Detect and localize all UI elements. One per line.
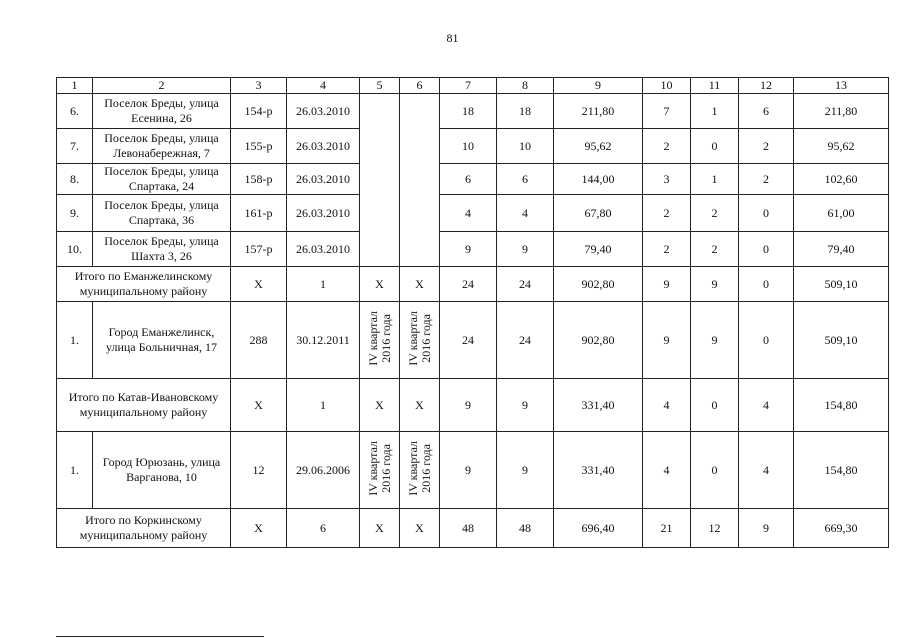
address-cell: Город Еманжелинск, улица Больничная, 17	[93, 302, 231, 379]
value-cell: 331,40	[554, 379, 643, 432]
value-cell: 9	[440, 432, 497, 509]
footnote-separator	[56, 636, 264, 637]
order-number: 158-р	[231, 164, 287, 195]
order-date: 30.12.2011	[287, 302, 360, 379]
value-cell: X	[231, 509, 287, 548]
value-cell: 4	[643, 379, 691, 432]
value-cell: 6	[440, 164, 497, 195]
order-number: 154-р	[231, 94, 287, 129]
value-cell: 0	[739, 302, 794, 379]
value-cell: 2	[643, 129, 691, 164]
order-number: 157-р	[231, 232, 287, 267]
value-cell: X	[231, 267, 287, 302]
value-cell: 509,10	[794, 302, 889, 379]
value-cell: 9	[497, 232, 554, 267]
value-cell: 211,80	[794, 94, 889, 129]
total-label: Итого по Коркинскому муниципальному району	[57, 509, 231, 548]
value-cell: 18	[440, 94, 497, 129]
value-cell: 9	[643, 302, 691, 379]
address-cell: Поселок Бреды, улица Левонабережная, 7	[93, 129, 231, 164]
deadline-cell: IV квартал 2016 года	[360, 302, 400, 379]
value-cell: 1	[691, 94, 739, 129]
value-cell: 9	[691, 267, 739, 302]
value-cell: 21	[643, 509, 691, 548]
address-cell: Поселок Бреды, улица Спартака, 36	[93, 195, 231, 232]
row-number: 9.	[57, 195, 93, 232]
value-cell: X	[360, 267, 400, 302]
row-number: 10.	[57, 232, 93, 267]
row-number: 7.	[57, 129, 93, 164]
value-cell: 18	[497, 94, 554, 129]
value-cell: 9	[497, 379, 554, 432]
value-cell: 0	[739, 267, 794, 302]
value-cell: 2	[739, 129, 794, 164]
header-cell: 11	[691, 78, 739, 94]
value-cell: X	[400, 509, 440, 548]
value-cell: 7	[643, 94, 691, 129]
table-row	[57, 232, 889, 267]
value-cell: 1	[691, 164, 739, 195]
value-cell: 509,10	[794, 267, 889, 302]
value-cell: 144,00	[554, 164, 643, 195]
value-cell: 1	[287, 379, 360, 432]
table-row	[57, 432, 889, 509]
value-cell: 102,60	[794, 164, 889, 195]
value-cell: 2	[739, 164, 794, 195]
address-cell: Поселок Бреды, улица Шахта 3, 26	[93, 232, 231, 267]
value-cell: 4	[739, 432, 794, 509]
value-cell: 6	[287, 509, 360, 548]
total-label: Итого по Еманжелинскому муниципальному району	[57, 267, 231, 302]
order-number: 155-р	[231, 129, 287, 164]
deadline-cell: IV квартал 2016 года	[360, 432, 400, 509]
value-cell: 9	[691, 302, 739, 379]
order-date: 26.03.2010	[287, 232, 360, 267]
value-cell: 10	[440, 129, 497, 164]
total-row	[57, 509, 889, 548]
value-cell: 24	[497, 302, 554, 379]
total-row	[57, 267, 889, 302]
empty-merged-cell-col5	[360, 94, 400, 267]
value-cell: 0	[691, 129, 739, 164]
header-cell: 5	[360, 78, 400, 94]
address-cell: Город Юрюзань, улица Варганова, 10	[93, 432, 231, 509]
value-cell: 4	[739, 379, 794, 432]
order-date: 26.03.2010	[287, 94, 360, 129]
value-cell: X	[360, 509, 400, 548]
row-number: 1.	[57, 432, 93, 509]
value-cell: 902,80	[554, 267, 643, 302]
value-cell: 12	[691, 509, 739, 548]
value-cell: 211,80	[554, 94, 643, 129]
value-cell: 24	[440, 302, 497, 379]
value-cell: 48	[440, 509, 497, 548]
table-row	[57, 195, 889, 232]
value-cell: 902,80	[554, 302, 643, 379]
row-number: 6.	[57, 94, 93, 129]
value-cell: 669,30	[794, 509, 889, 548]
value-cell: 9	[643, 267, 691, 302]
value-cell: 3	[643, 164, 691, 195]
value-cell: 2	[691, 232, 739, 267]
value-cell: 0	[739, 232, 794, 267]
value-cell: 48	[497, 509, 554, 548]
deadline-cell: IV квартал 2016 года	[400, 302, 440, 379]
value-cell: 4	[497, 195, 554, 232]
header-cell: 13	[794, 78, 889, 94]
value-cell: 4	[643, 432, 691, 509]
value-cell: 9	[440, 379, 497, 432]
value-cell: 9	[440, 232, 497, 267]
value-cell: X	[400, 379, 440, 432]
value-cell: 331,40	[554, 432, 643, 509]
order-date: 26.03.2010	[287, 129, 360, 164]
value-cell: 2	[643, 232, 691, 267]
order-number: 161-р	[231, 195, 287, 232]
value-cell: 4	[440, 195, 497, 232]
header-cell: 12	[739, 78, 794, 94]
header-cell: 8	[497, 78, 554, 94]
value-cell: 6	[739, 94, 794, 129]
header-cell: 2	[93, 78, 231, 94]
page-number: 81	[446, 31, 459, 45]
value-cell: 1	[287, 267, 360, 302]
table-row	[57, 129, 889, 164]
value-cell: 24	[497, 267, 554, 302]
table-row	[57, 94, 889, 129]
value-cell: X	[360, 379, 400, 432]
value-cell: 0	[691, 379, 739, 432]
value-cell: 61,00	[794, 195, 889, 232]
table-header-row	[57, 78, 889, 94]
table-row	[57, 302, 889, 379]
value-cell: 95,62	[794, 129, 889, 164]
deadline-cell: IV квартал 2016 года	[400, 432, 440, 509]
order-date: 26.03.2010	[287, 195, 360, 232]
value-cell: 696,40	[554, 509, 643, 548]
value-cell: 24	[440, 267, 497, 302]
header-cell: 3	[231, 78, 287, 94]
value-cell: 9	[739, 509, 794, 548]
data-table	[56, 77, 889, 548]
value-cell: 0	[739, 195, 794, 232]
value-cell: 95,62	[554, 129, 643, 164]
row-number: 8.	[57, 164, 93, 195]
address-cell: Поселок Бреды, улица Спартака, 24	[93, 164, 231, 195]
header-cell: 4	[287, 78, 360, 94]
total-row	[57, 379, 889, 432]
value-cell: 154,80	[794, 379, 889, 432]
value-cell: 10	[497, 129, 554, 164]
value-cell: 79,40	[794, 232, 889, 267]
value-cell: 2	[643, 195, 691, 232]
value-cell: 6	[497, 164, 554, 195]
value-cell: 79,40	[554, 232, 643, 267]
value-cell: 0	[691, 432, 739, 509]
row-number: 1.	[57, 302, 93, 379]
header-cell: 9	[554, 78, 643, 94]
value-cell: X	[400, 267, 440, 302]
total-label: Итого по Катав-Ивановскому муниципальному району	[57, 379, 231, 432]
empty-merged-cell-col6	[400, 94, 440, 267]
value-cell: 2	[691, 195, 739, 232]
address-cell: Поселок Бреды, улица Есенина, 26	[93, 94, 231, 129]
order-number: 12	[231, 432, 287, 509]
value-cell: 9	[497, 432, 554, 509]
order-date: 26.03.2010	[287, 164, 360, 195]
value-cell: 67,80	[554, 195, 643, 232]
header-cell: 10	[643, 78, 691, 94]
order-date: 29.06.2006	[287, 432, 360, 509]
header-cell: 1	[57, 78, 93, 94]
table-row	[57, 164, 889, 195]
value-cell: X	[231, 379, 287, 432]
header-cell: 6	[400, 78, 440, 94]
header-cell: 7	[440, 78, 497, 94]
value-cell: 154,80	[794, 432, 889, 509]
order-number: 288	[231, 302, 287, 379]
